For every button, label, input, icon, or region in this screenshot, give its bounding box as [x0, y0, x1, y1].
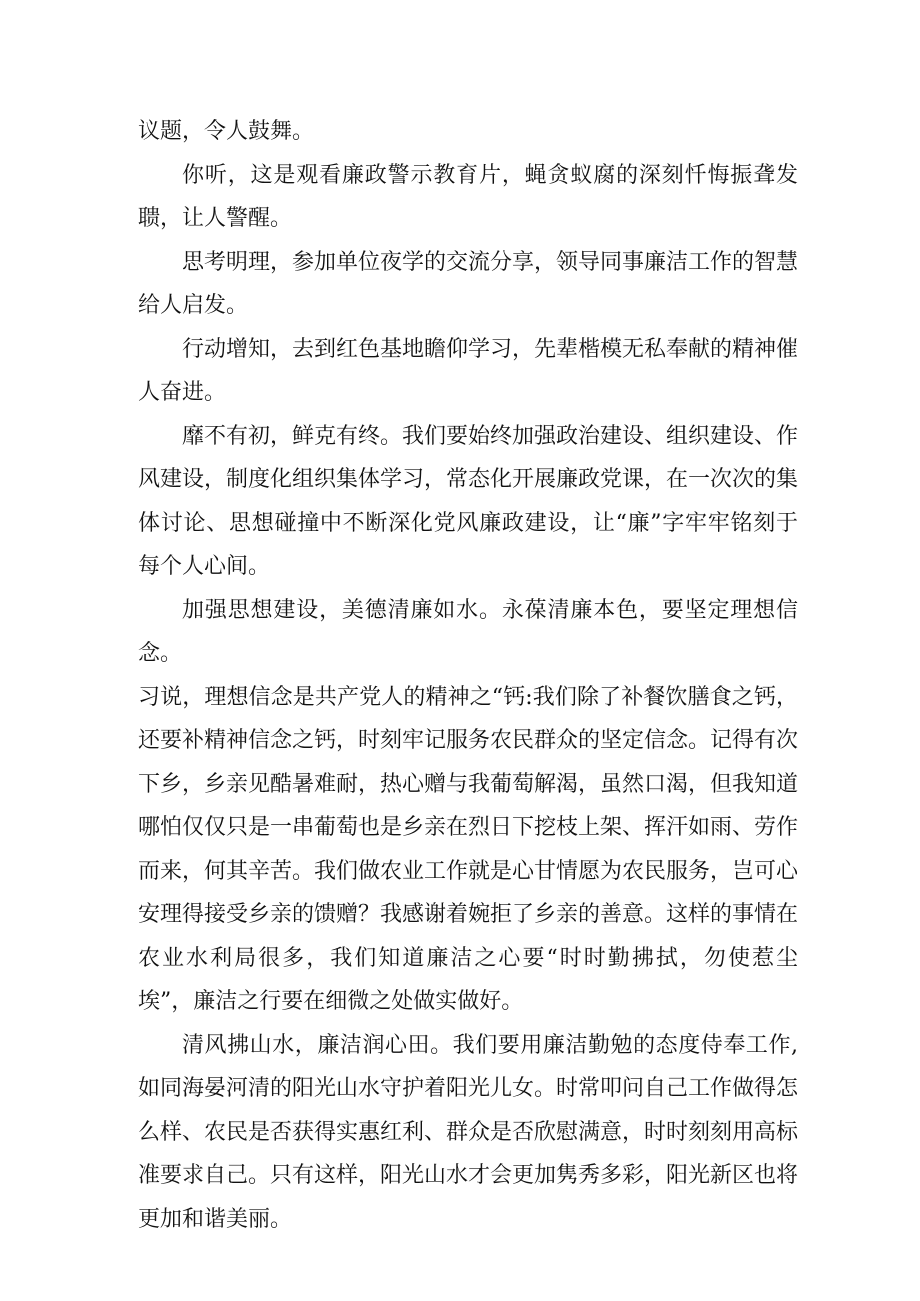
paragraph-6: 加强思想建设，美德清廉如水。永葆清廉本色，要坚定理想信念。 — [138, 597, 798, 666]
document-body — [138, 110, 798, 1241]
paragraph-4: 行动增知，去到红色基地瞻仰学习，先辈楷模无私奉献的精神催人奋进。 — [138, 336, 799, 405]
paragraph-7: 习说，理想信念是共产党人的精神之“钙:我们除了补餐饮膳食之钙，还要补精神信念之钙，时刻牢记服务农民群众的坚定信念。记得有次下乡，乡亲见酷暑难耐，热心赠与我葡萄解渴，虽然口渴，但我知道哪怕仅仅只是一串葡萄也是乡亲在烈日下挖枝上架、挥汗如雨、劳作而来，何其辛苦。我们做农业工作就是心甘情愿为农民服务，岂可心安理得接受乡亲的馈赠？我感谢着婉拒了乡亲的善意。这样的事情在农业水利局很多，我们知道廉洁之心要“时时勤拂拭，勿使惹尘埃”，廉洁之行要在细微之处做实做好。 — [138, 684, 799, 1014]
paragraph-1: 议题，令人鼓舞。 — [138, 119, 315, 144]
paragraph-5: 靡不有初，鲜克有终。我们要始终加强政治建设、组织建设、作风建设，制度化组织集体学习，常态化开展廉政党课，在一次次的集体讨论、思想碰撞中不断深化党风廉政建设，让“廉”字牢牢铭刻于每个人心间。 — [138, 423, 799, 579]
paragraph-3: 思考明理，参加单位夜学的交流分享，领导同事廉洁工作的智慧给人启发。 — [138, 249, 799, 318]
paragraph-8: 清风拂山水，廉洁润心田。我们要用廉洁勤勉的态度侍奉工作,如同海晏河清的阳光山水守护着阳光儿女。时常叩问自己工作做得怎么样、农民是否获得实惠红利、群众是否欣慰满意，时时刻刻用高标准要求自己。只有这样，阳光山水才会更加隽秀多彩，阳光新区也将更加和谐美丽。 — [138, 1032, 799, 1232]
paragraph-2: 你听，这是观看廉政警示教育片，蝇贪蚁腐的深刻忏悔振聋发聩，让人警醒。 — [138, 162, 798, 231]
